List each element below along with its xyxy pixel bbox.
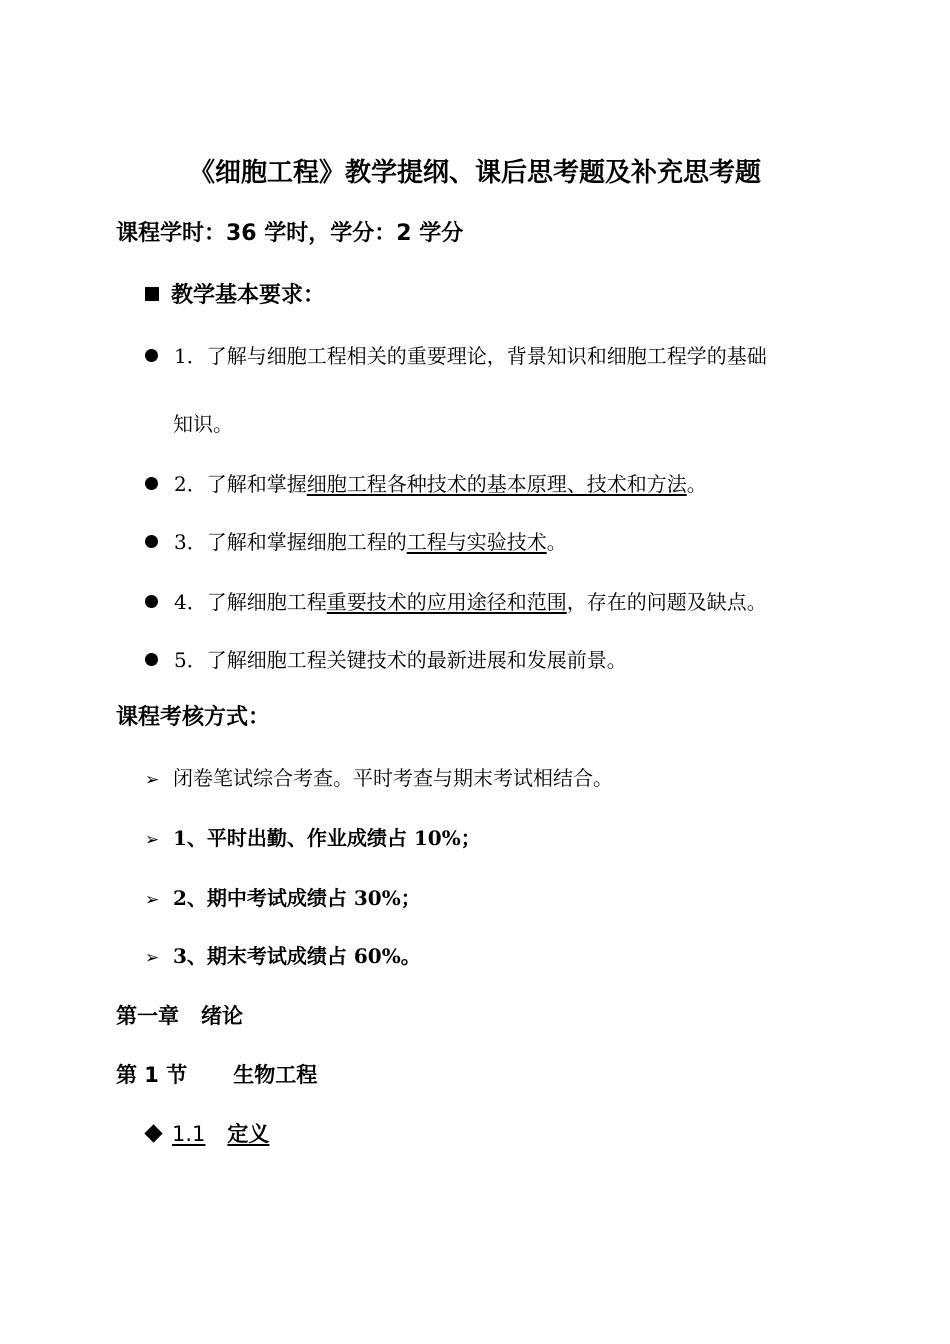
- assessment-item: [145, 824, 481, 854]
- arrow-bullet-icon: ➢: [145, 770, 160, 790]
- section-heading: [116, 1061, 317, 1089]
- arrow-bullet-icon: ➢: [145, 890, 160, 910]
- circle-bullet-icon: [145, 653, 158, 666]
- subsection-name: 定义: [227, 1122, 270, 1146]
- requirement-text: 了解细胞工程: [206, 590, 327, 614]
- requirement-text: 重要技术的应用途径和范围: [326, 590, 567, 614]
- requirement-continuation: 知识。: [173, 412, 233, 436]
- requirement-number: 1．: [174, 344, 207, 368]
- square-bullet-icon: [145, 287, 159, 301]
- requirement-text: 了解与细胞工程相关的重要理论，背景知识和细胞工程学的基础: [206, 344, 767, 368]
- diamond-bullet-icon: [144, 1124, 162, 1142]
- assessment-item: [145, 942, 421, 972]
- requirement-item: [145, 470, 707, 498]
- requirement-item: [145, 528, 567, 556]
- chapter-heading: [116, 1002, 243, 1030]
- requirement-item: [145, 646, 627, 674]
- requirement-text: ，存在的问题及缺点。: [566, 590, 767, 614]
- requirement-text: 了解和掌握: [206, 472, 307, 496]
- chapter-label: 第一章: [116, 1004, 179, 1028]
- subsection-num: 1.1: [172, 1122, 206, 1146]
- requirement-text: 。: [686, 472, 707, 496]
- requirement-text: 细胞工程各种技术的基本原理、技术和方法: [306, 472, 687, 496]
- assessment-item: [145, 764, 613, 794]
- chapter-name: 绪论: [201, 1004, 243, 1028]
- subsection-heading: [145, 1120, 269, 1148]
- requirement-text: 了解细胞工程关键技术的最新进展和发展前景。: [206, 648, 627, 672]
- subsection-title: [172, 1122, 269, 1146]
- requirement-text: 。: [546, 530, 567, 554]
- requirement-text: 了解和掌握细胞工程的: [206, 530, 407, 554]
- requirement-number: 5．: [174, 648, 207, 672]
- arrow-bullet-icon: ➢: [145, 830, 160, 850]
- section-name: 生物工程: [233, 1063, 318, 1087]
- circle-bullet-icon: [145, 477, 158, 490]
- requirement-item: [145, 588, 767, 616]
- page-title: 《细胞工程》教学提纲、课后思考题及补充思考题: [188, 158, 761, 188]
- requirement-number: 4．: [174, 590, 207, 614]
- assessment-item: [145, 884, 421, 914]
- requirement-text: 工程与实验技术: [406, 530, 547, 554]
- circle-bullet-icon: [145, 349, 158, 362]
- course-hours: 课程学时：36 学时，学分：2 学分: [116, 221, 464, 246]
- requirement-number: 3．: [174, 530, 207, 554]
- section-label: 第 1 节: [116, 1063, 188, 1087]
- circle-bullet-icon: [145, 595, 158, 608]
- assessment-text: 1、平时出勤、作业成绩占 10%；: [173, 826, 481, 850]
- basic-requirements-heading-text: 教学基本要求：: [171, 283, 326, 308]
- circle-bullet-icon: [145, 535, 158, 548]
- assessment-heading: 课程考核方式：: [116, 705, 271, 730]
- assessment-text: 3、期末考试成绩占 60%。: [173, 944, 421, 968]
- arrow-bullet-icon: ➢: [145, 948, 160, 968]
- requirement-item: [145, 342, 767, 370]
- assessment-text: 闭卷笔试综合考查。平时考查与期末考试相结合。: [173, 766, 613, 790]
- requirement-number: 2．: [174, 472, 207, 496]
- assessment-text: 2、期中考试成绩占 30%；: [173, 886, 421, 910]
- basic-requirements-heading: [145, 282, 325, 310]
